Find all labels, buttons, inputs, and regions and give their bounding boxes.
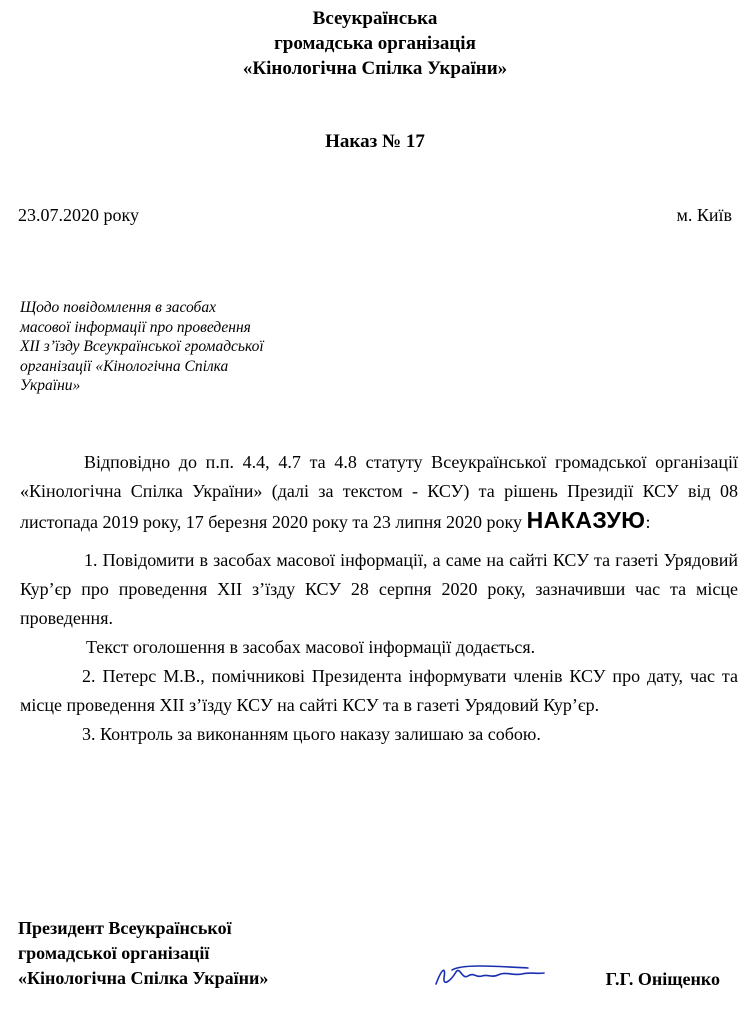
order-title: Наказ № 17 — [325, 131, 425, 152]
item-3: 3. Контроль за виконанням цього наказу залишаю за собою. — [82, 724, 541, 744]
item-1-note: Текст оголошення в засобах масової інформації додається. — [86, 637, 536, 657]
signatory-position — [18, 916, 268, 991]
order-subject — [20, 298, 340, 396]
subject-line-2: масової інформації про проведення — [20, 318, 251, 336]
preamble-paragraph — [20, 448, 738, 537]
order-city: м. Київ — [676, 205, 732, 225]
subject-line-1: Щодо повідомлення в засобах — [20, 299, 216, 316]
item-2: 2. Петерс М.В., помічникові Президента інформувати членів КСУ про дату, час та місце проведення XII з’їзду КСУ на сайті КСУ та в газеті Урядовий Кур’єр. — [20, 666, 738, 715]
order-word: НАКАЗУЮ — [526, 507, 646, 533]
org-line-1: Всеукраїнська — [312, 8, 438, 29]
handwritten-signature — [432, 958, 552, 992]
subject-line-3: XII з’їзду Всеукраїнської громадської — [20, 338, 264, 355]
signer-name: Г.Г. Оніщенко — [605, 969, 720, 989]
subject-line-4: організації «Кінологічна Спілка — [20, 357, 229, 375]
position-line-1: Президент Всеукраїнської — [18, 918, 232, 938]
order-body — [20, 448, 738, 749]
position-line-2: громадської організації — [18, 943, 210, 963]
position-line-3: «Кінологічна Спілка України» — [18, 968, 269, 988]
org-line-2: громадська організація — [274, 33, 476, 54]
item-1: 1. Повідомити в засобах масової інформації, а саме на сайті КСУ та газеті Урядовий Кур’єр про проведення XII з’їзду КСУ 28 серпня 2020 року, зазначивши час та місце проведення. — [20, 550, 738, 628]
order-colon: : — [645, 512, 651, 532]
preamble-text: Відповідно до п.п. 4.4, 4.7 та 4.8 статуту Всеукраїнської громадської організації «Кінологічна Спілка України» (далі за текстом - КСУ) та рішень Президії КСУ від 08 листопада 2019 року, 17 березня 2020 року та 23 липня 2020 року — [20, 452, 738, 532]
org-line-3: «Кінологічна Спілка України» — [242, 58, 508, 79]
organization-header — [0, 6, 750, 81]
subject-line-5: України» — [20, 377, 81, 394]
signature-stroke — [436, 966, 544, 984]
order-date: 23.07.2020 року — [18, 205, 139, 225]
